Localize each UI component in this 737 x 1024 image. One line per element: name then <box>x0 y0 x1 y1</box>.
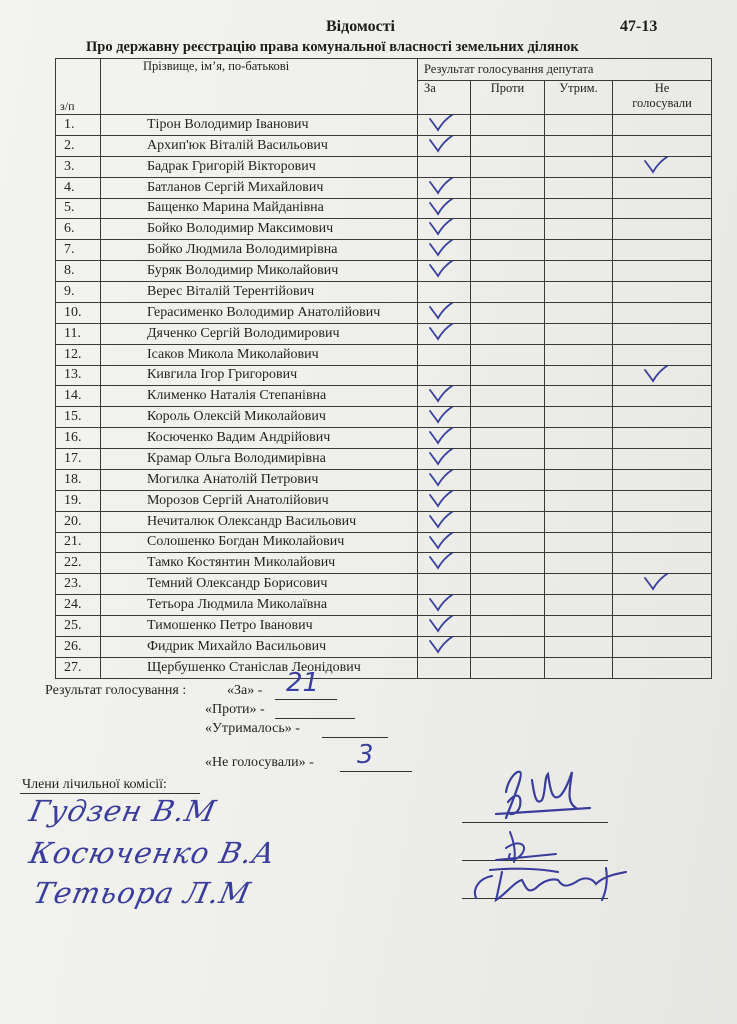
row-number: 21. <box>56 532 101 553</box>
checkmark-svg <box>639 156 673 177</box>
table-row <box>56 115 712 136</box>
table-row <box>56 532 712 553</box>
cell-for <box>418 574 471 595</box>
checkmark-svg <box>424 469 458 490</box>
table-row <box>56 219 712 240</box>
row-name: Тірон Володимир Іванович <box>101 115 418 136</box>
row-number: 17. <box>56 449 101 470</box>
cell-for <box>418 219 471 240</box>
cell-against <box>471 595 545 616</box>
checkmark-icon <box>424 219 458 240</box>
row-number: 5. <box>56 198 101 219</box>
row-name: Бащенко Марина Майданівна <box>101 198 418 219</box>
table-row <box>56 282 712 303</box>
row-name: Клименко Наталія Степанівна <box>101 386 418 407</box>
cell-abstain <box>545 449 613 470</box>
cell-abstain <box>545 177 613 198</box>
abstain-label: «Утрималось» - <box>205 721 300 736</box>
document-subtitle: Про державну реєстрацію права комунальної власності земельних ділянок <box>86 39 579 55</box>
cell-against <box>471 198 545 219</box>
cell-for <box>418 407 471 428</box>
table-row <box>56 449 712 470</box>
cell-not-voted <box>613 449 712 470</box>
checkmark-icon <box>424 407 458 428</box>
cell-abstain <box>545 407 613 428</box>
cell-abstain <box>545 365 613 386</box>
checkmark-svg <box>424 323 458 344</box>
checkmark-svg <box>424 595 458 616</box>
cell-against <box>471 636 545 657</box>
checkmark-svg <box>424 407 458 428</box>
row-name: Фидрик Михайло Васильович <box>101 636 418 657</box>
cell-abstain <box>545 616 613 637</box>
table-row <box>56 135 712 156</box>
cell-not-voted <box>613 240 712 261</box>
header-not-voted-line2: голосували <box>632 96 692 110</box>
cell-for <box>418 135 471 156</box>
row-number: 13. <box>56 365 101 386</box>
not-voted-line <box>340 771 412 772</box>
cell-against <box>471 240 545 261</box>
checkmark-icon <box>424 636 458 657</box>
checkmark-svg <box>424 636 458 657</box>
row-name: Бойко Володимир Максимович <box>101 219 418 240</box>
cell-for <box>418 365 471 386</box>
table-row <box>56 198 712 219</box>
cell-not-voted <box>613 407 712 428</box>
row-number: 12. <box>56 344 101 365</box>
cell-not-voted <box>613 553 712 574</box>
cell-abstain <box>545 428 613 449</box>
row-name: Кивгила Ігор Григорович <box>101 365 418 386</box>
document-title: Відомості <box>326 18 395 35</box>
checkmark-svg <box>424 490 458 511</box>
row-number: 26. <box>56 636 101 657</box>
checkmark-icon <box>424 261 458 282</box>
cell-abstain <box>545 553 613 574</box>
checkmark-icon <box>639 156 673 177</box>
cell-abstain <box>545 261 613 282</box>
row-name: Тимошенко Петро Іванович <box>101 616 418 637</box>
table-row <box>56 490 712 511</box>
row-name: Архип'юк Віталій Васильович <box>101 135 418 156</box>
cell-against <box>471 469 545 490</box>
cell-not-voted <box>613 574 712 595</box>
row-name: Могилка Анатолій Петрович <box>101 469 418 490</box>
row-number: 18. <box>56 469 101 490</box>
row-name: Бадрак Григорій Вікторович <box>101 156 418 177</box>
table-row <box>56 553 712 574</box>
cell-against <box>471 302 545 323</box>
abstain-line <box>322 737 388 738</box>
row-name: Герасименко Володимир Анатолійович <box>101 302 418 323</box>
table-row <box>56 323 712 344</box>
row-number: 27. <box>56 657 101 678</box>
cell-against <box>471 407 545 428</box>
cell-abstain <box>545 532 613 553</box>
cell-not-voted <box>613 177 712 198</box>
cell-not-voted <box>613 469 712 490</box>
cell-abstain <box>545 240 613 261</box>
header-abstain: Утрим. <box>545 81 613 115</box>
checkmark-icon <box>639 365 673 386</box>
cell-not-voted <box>613 282 712 303</box>
cell-against <box>471 177 545 198</box>
header-result: Результат голосування депутата <box>418 59 712 81</box>
row-name: Буряк Володимир Миколайович <box>101 261 418 282</box>
cell-for <box>418 177 471 198</box>
row-number: 15. <box>56 407 101 428</box>
checkmark-icon <box>424 386 458 407</box>
row-number: 25. <box>56 616 101 637</box>
cell-against <box>471 135 545 156</box>
cell-not-voted <box>613 657 712 678</box>
checkmark-svg <box>424 616 458 637</box>
table-header-row <box>56 59 712 81</box>
checkmark-icon <box>639 574 673 595</box>
cell-against <box>471 511 545 532</box>
cell-against <box>471 386 545 407</box>
cell-abstain <box>545 386 613 407</box>
cell-against <box>471 261 545 282</box>
cell-against <box>471 115 545 136</box>
cell-against <box>471 365 545 386</box>
cell-abstain <box>545 469 613 490</box>
header-number: з/п <box>56 59 101 115</box>
cell-abstain <box>545 574 613 595</box>
cell-abstain <box>545 302 613 323</box>
checkmark-svg <box>424 532 458 553</box>
checkmark-svg <box>424 198 458 219</box>
cell-not-voted <box>613 115 712 136</box>
voting-table <box>55 58 712 679</box>
table-row <box>56 574 712 595</box>
checkmark-icon <box>424 532 458 553</box>
cell-for <box>418 553 471 574</box>
checkmark-icon <box>424 302 458 323</box>
cell-not-voted <box>613 428 712 449</box>
checkmark-svg <box>424 219 458 240</box>
row-number: 8. <box>56 261 101 282</box>
commission-member-1: Гудзен В.М <box>26 794 220 828</box>
cell-abstain <box>545 198 613 219</box>
cell-not-voted <box>613 365 712 386</box>
cell-not-voted <box>613 490 712 511</box>
cell-abstain <box>545 115 613 136</box>
cell-against <box>471 657 545 678</box>
cell-for <box>418 469 471 490</box>
row-number: 19. <box>56 490 101 511</box>
checkmark-svg <box>424 135 458 156</box>
cell-against <box>471 428 545 449</box>
cell-abstain <box>545 490 613 511</box>
table-row <box>56 261 712 282</box>
cell-against <box>471 449 545 470</box>
table-row <box>56 511 712 532</box>
cell-against <box>471 344 545 365</box>
cell-abstain <box>545 135 613 156</box>
checkmark-svg <box>424 177 458 198</box>
row-number: 10. <box>56 302 101 323</box>
checkmark-svg <box>424 449 458 470</box>
checkmark-icon <box>424 616 458 637</box>
commission-member-3: Тетьора Л.М <box>30 876 255 910</box>
cell-against <box>471 219 545 240</box>
row-name: Верес Віталій Терентійович <box>101 282 418 303</box>
row-name: Дяченко Сергій Володимирович <box>101 323 418 344</box>
table-row <box>56 177 712 198</box>
checkmark-svg <box>424 240 458 261</box>
cell-not-voted <box>613 323 712 344</box>
cell-for <box>418 490 471 511</box>
signature-2 <box>486 826 566 872</box>
cell-not-voted <box>613 532 712 553</box>
checkmark-icon <box>424 490 458 511</box>
totals-label: Результат голосування : <box>45 683 187 698</box>
checkmark-icon <box>424 428 458 449</box>
row-name: Солошенко Богдан Миколайович <box>101 532 418 553</box>
cell-for <box>418 156 471 177</box>
cell-against <box>471 323 545 344</box>
checkmark-svg <box>424 302 458 323</box>
table-row <box>56 636 712 657</box>
cell-not-voted <box>613 344 712 365</box>
checkmark-icon <box>424 198 458 219</box>
for-label: «За» - <box>227 683 263 698</box>
checkmark-icon <box>424 177 458 198</box>
cell-for <box>418 428 471 449</box>
cell-abstain <box>545 657 613 678</box>
table-row <box>56 428 712 449</box>
row-number: 4. <box>56 177 101 198</box>
commission-member-2: Косюченко В.А <box>26 836 280 870</box>
cell-not-voted <box>613 386 712 407</box>
row-name: Батланов Сергій Михайлович <box>101 177 418 198</box>
row-name: Крамар Ольга Володимирівна <box>101 449 418 470</box>
checkmark-svg <box>424 511 458 532</box>
table-row <box>56 616 712 637</box>
cell-for <box>418 344 471 365</box>
table-row <box>56 302 712 323</box>
cell-against <box>471 282 545 303</box>
cell-against <box>471 156 545 177</box>
row-name: Морозов Сергій Анатолійович <box>101 490 418 511</box>
header-not-voted <box>613 81 712 115</box>
checkmark-icon <box>424 135 458 156</box>
cell-not-voted <box>613 198 712 219</box>
row-number: 2. <box>56 135 101 156</box>
cell-not-voted <box>613 511 712 532</box>
commission-underline <box>20 793 200 794</box>
for-line <box>275 699 337 700</box>
checkmark-icon <box>424 553 458 574</box>
row-number: 16. <box>56 428 101 449</box>
row-number: 7. <box>56 240 101 261</box>
table-row <box>56 240 712 261</box>
checkmark-icon <box>424 449 458 470</box>
checkmark-icon <box>424 511 458 532</box>
cell-not-voted <box>613 616 712 637</box>
row-number: 20. <box>56 511 101 532</box>
cell-for <box>418 449 471 470</box>
cell-for <box>418 616 471 637</box>
against-label: «Проти» - <box>205 702 265 717</box>
table-row <box>56 407 712 428</box>
row-number: 24. <box>56 595 101 616</box>
cell-for <box>418 636 471 657</box>
cell-against <box>471 532 545 553</box>
table-row <box>56 469 712 490</box>
table-row <box>56 386 712 407</box>
cell-against <box>471 553 545 574</box>
not-voted-label: «Не голосували» - <box>205 755 314 770</box>
row-name: Ісаков Микола Миколайович <box>101 344 418 365</box>
row-name: Король Олексій Миколайович <box>101 407 418 428</box>
signature-1 <box>486 762 596 828</box>
against-line <box>275 718 355 719</box>
cell-for <box>418 657 471 678</box>
cell-for <box>418 240 471 261</box>
checkmark-svg <box>639 365 673 386</box>
cell-for <box>418 595 471 616</box>
cell-not-voted <box>613 261 712 282</box>
table-row <box>56 365 712 386</box>
checkmark-svg <box>424 115 458 136</box>
row-name: Темний Олександр Борисович <box>101 574 418 595</box>
cell-not-voted <box>613 219 712 240</box>
cell-against <box>471 490 545 511</box>
row-number: 22. <box>56 553 101 574</box>
row-number: 3. <box>56 156 101 177</box>
cell-against <box>471 616 545 637</box>
cell-for <box>418 532 471 553</box>
cell-abstain <box>545 636 613 657</box>
cell-abstain <box>545 511 613 532</box>
row-number: 9. <box>56 282 101 303</box>
table-row <box>56 156 712 177</box>
checkmark-icon <box>424 115 458 136</box>
row-number: 11. <box>56 323 101 344</box>
signature-line-2 <box>462 860 608 861</box>
signature-line-1 <box>462 822 608 823</box>
cell-not-voted <box>613 135 712 156</box>
row-name: Щербушенко Станіслав Леонідович <box>101 657 418 678</box>
row-number: 23. <box>56 574 101 595</box>
header <box>0 18 737 40</box>
cell-against <box>471 574 545 595</box>
row-number: 6. <box>56 219 101 240</box>
checkmark-svg <box>639 574 673 595</box>
cell-not-voted <box>613 156 712 177</box>
checkmark-svg <box>424 553 458 574</box>
cell-for <box>418 198 471 219</box>
checkmark-svg <box>424 428 458 449</box>
header-against: Проти <box>471 81 545 115</box>
signature-3 <box>466 858 638 908</box>
row-name: Бойко Людмила Володимирівна <box>101 240 418 261</box>
signature-line-3 <box>462 898 608 899</box>
row-number: 14. <box>56 386 101 407</box>
checkmark-icon <box>424 595 458 616</box>
row-name: Тамко Костянтин Миколайович <box>101 553 418 574</box>
document-number: 47-13 <box>620 18 658 35</box>
cell-for <box>418 115 471 136</box>
checkmark-icon <box>424 240 458 261</box>
cell-for <box>418 302 471 323</box>
header-for: За <box>418 81 471 115</box>
cell-abstain <box>545 219 613 240</box>
header-not-voted-line1: Не <box>654 81 670 95</box>
cell-for <box>418 386 471 407</box>
cell-for <box>418 261 471 282</box>
cell-not-voted <box>613 595 712 616</box>
row-name: Нечиталюк Олександр Васильович <box>101 511 418 532</box>
row-name: Тетьора Людмила Миколаївна <box>101 595 418 616</box>
checkmark-icon <box>424 469 458 490</box>
checkmark-icon <box>424 323 458 344</box>
cell-for <box>418 323 471 344</box>
row-name: Косюченко Вадим Андрійович <box>101 428 418 449</box>
checkmark-svg <box>424 261 458 282</box>
cell-for <box>418 511 471 532</box>
checkmark-svg <box>424 386 458 407</box>
cell-for <box>418 282 471 303</box>
not-voted-count: 3 <box>357 740 374 770</box>
cell-abstain <box>545 282 613 303</box>
cell-abstain <box>545 156 613 177</box>
cell-abstain <box>545 595 613 616</box>
commission-label: Члени лічильної комісії: <box>22 777 167 792</box>
header-name: Прізвище, ім’я, по-батькові <box>101 59 418 115</box>
cell-abstain <box>545 323 613 344</box>
table-row <box>56 344 712 365</box>
cell-not-voted <box>613 636 712 657</box>
cell-not-voted <box>613 302 712 323</box>
cell-abstain <box>545 344 613 365</box>
table-row <box>56 595 712 616</box>
row-number: 1. <box>56 115 101 136</box>
for-count: 21 <box>286 668 320 698</box>
table-row <box>56 657 712 678</box>
